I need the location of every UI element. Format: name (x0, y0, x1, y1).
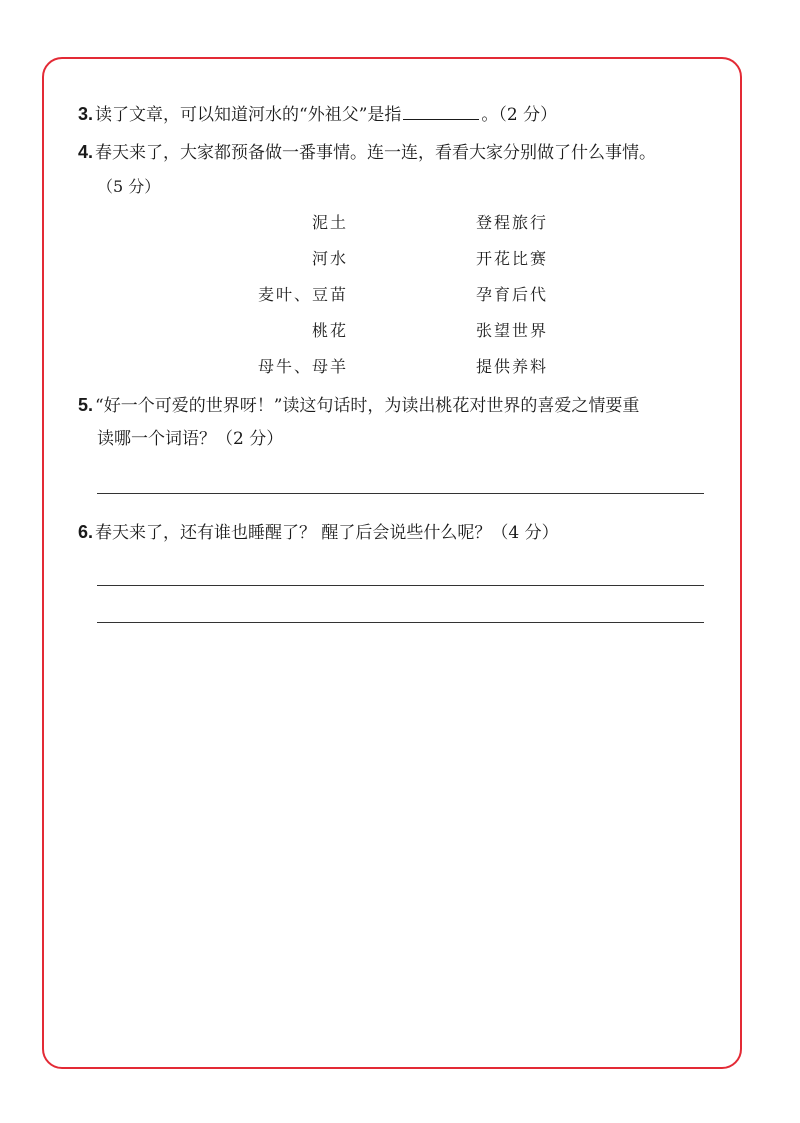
question-5-text: “好一个可爱的世界呀！”读这句话时，为读出桃花对世界的喜爱之情要重 (95, 396, 640, 416)
page-frame (42, 57, 742, 1069)
match-right-item[interactable]: 张望世界 (476, 321, 549, 340)
match-left-item[interactable]: 母牛、母羊 (257, 357, 348, 376)
question-3 (78, 103, 557, 126)
match-left-item[interactable]: 泥土 (311, 213, 348, 232)
match-right-item[interactable]: 开花比赛 (476, 249, 549, 268)
question-6-text: 春天来了，还有谁也睡醒了？ 醒了后会说些什么呢？（4 分） (95, 523, 559, 543)
question-3-score: 。（2 分） (481, 105, 558, 125)
question-6-number: 6. (78, 522, 94, 542)
question-3-text: 读了文章，可以知道河水的“外祖父”是指 (95, 105, 402, 125)
question-5-text-continued: 读哪一个词语？（2 分） (97, 429, 284, 449)
match-right-item[interactable]: 孕育后代 (476, 285, 549, 304)
question-6 (78, 521, 559, 544)
question-4-score: （5 分） (97, 177, 161, 196)
match-right-item[interactable]: 提供养料 (476, 357, 549, 376)
question-4-text: 春天来了，大家都预备做一番事情。连一连，看看大家分别做了什么事情。 (95, 143, 657, 163)
match-left-item[interactable]: 桃花 (311, 321, 348, 340)
match-right-item[interactable]: 登程旅行 (476, 213, 549, 232)
question-4 (78, 141, 656, 164)
question-5-answer-line[interactable] (97, 493, 704, 494)
question-3-number: 3. (78, 104, 94, 124)
question-3-answer-blank[interactable] (403, 104, 479, 120)
question-6-answer-line[interactable] (97, 585, 704, 586)
match-left-item[interactable]: 麦叶、豆苗 (257, 285, 348, 304)
question-5-number: 5. (78, 395, 94, 415)
question-6-answer-line[interactable] (97, 622, 704, 623)
question-5 (78, 394, 639, 417)
match-left-item[interactable]: 河水 (311, 249, 348, 268)
question-4-number: 4. (78, 142, 94, 162)
